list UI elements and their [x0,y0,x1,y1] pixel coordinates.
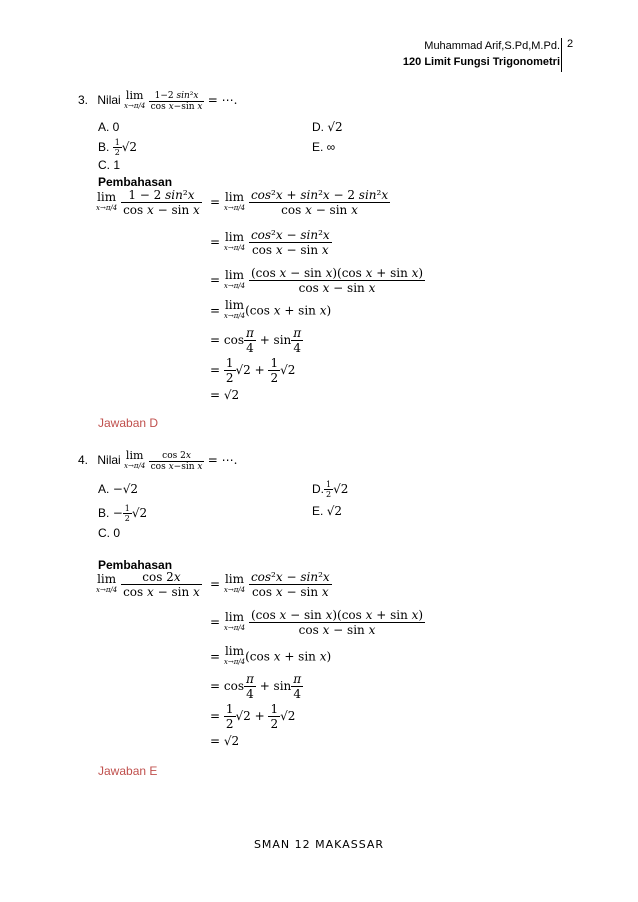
pembahasan-heading: Pembahasan [98,558,173,572]
question-prompt: Nilai [97,93,121,108]
solution-step: = lim x→π/4 $\frac{\text{(cos x − sin x)(cos x + sin x)}}{\text{cos x − sin x}}$ [210,608,424,637]
header-divider [561,38,562,72]
option-c: C. 0 [98,526,121,540]
answer-label: Jawaban D [98,416,159,430]
option-a: A. 0 [98,120,120,134]
option-a: A. −√2 [98,482,139,496]
answer-label: Jawaban E [98,764,158,778]
option-d: D. √2 [312,120,343,134]
page-footer: SMAN 12 MAKASSAR [253,838,385,851]
option-b-label: B. [98,506,110,520]
question-number: 3. [78,93,89,108]
solution-lhs: lim x→π/4 $\frac{\text{1 − 2 sin²x}}{\text{cos x − sin x}}$ [96,188,200,217]
solution-result: = √2 [210,388,240,402]
solution-step: = lim x→π/4 $\frac{\text{cos²x − sin²x}}{\text{cos x − sin x}}$ [210,570,330,599]
question-tail: = ⋯. [207,93,238,108]
author-name: Muhammad Arif,S.Pd,M.Pd. [424,40,560,52]
option-c: C. 1 [98,158,121,172]
option-d-label: D. [312,482,324,496]
solution-step: = cos $\frac{\pi}{4}$ + sin $\frac{\pi}{4}$ [210,326,302,355]
question-4: 4. Nilai lim x→π/4 $\frac{\cos 2x}{\text{cos x−sin x}}$ = ⋯. [78,449,238,472]
solution-step: = lim x→π/4 $\frac{\text{cos²x + sin²x − 2 sin²x}}{\text{cos x − sin x}}$ [210,188,389,217]
pembahasan-heading: Pembahasan [98,175,173,189]
page-number: 2 [567,38,574,50]
document-title: 120 Limit Fungsi Trigonometri [402,56,560,68]
option-a-label: A. [98,482,110,496]
solution-result: = √2 [210,734,240,748]
solution-lhs: lim x→π/4 $\frac{\cos 2x}{\text{cos x − sin x}}$ [96,570,200,599]
option-b-label: B. [98,140,110,154]
solution-step: = lim x→π/4 $\frac{\text{cos²x − sin²x}}{\text{cos x − sin x}}$ [210,228,330,257]
solution-step: = $\frac{1}{2}$ √2 + $\frac{1}{2}$ √2 [210,702,296,731]
option-e: E. √2 [312,504,342,518]
option-d: D. $\frac{1}{2}$ √2 [312,480,349,499]
option-e: E. ∞ [312,140,336,154]
question-3: 3. Nilai lim x→π/4 $\frac{\text{1−2 sin²x}}{\text{cos x−sin x}}$ = ⋯. [78,89,238,112]
option-b: B. − $\frac{1}{2}$ √2 [98,504,148,523]
option-d-label: D. [312,120,324,134]
solution-step: = cos $\frac{\pi}{4}$ + sin $\frac{\pi}{4}$ [210,672,302,701]
question-prompt: Nilai [97,453,121,468]
option-e-label: E. [312,504,324,518]
question-tail: = ⋯. [207,453,238,468]
page-header [403,38,560,70]
solution-step: = lim x→π/4 (cos x + sin x) [210,298,332,320]
question-number: 4. [78,453,89,468]
option-b: B. $\frac{1}{2}$ √2 [98,138,138,157]
solution-step: = lim x→π/4 (cos x + sin x) [210,644,332,666]
solution-step: = $\frac{1}{2}$ √2 + $\frac{1}{2}$ √2 [210,356,296,385]
solution-step: = lim x→π/4 $\frac{\text{(cos x − sin x)(cos x + sin x)}}{\text{cos x − sin x}}$ [210,266,424,295]
